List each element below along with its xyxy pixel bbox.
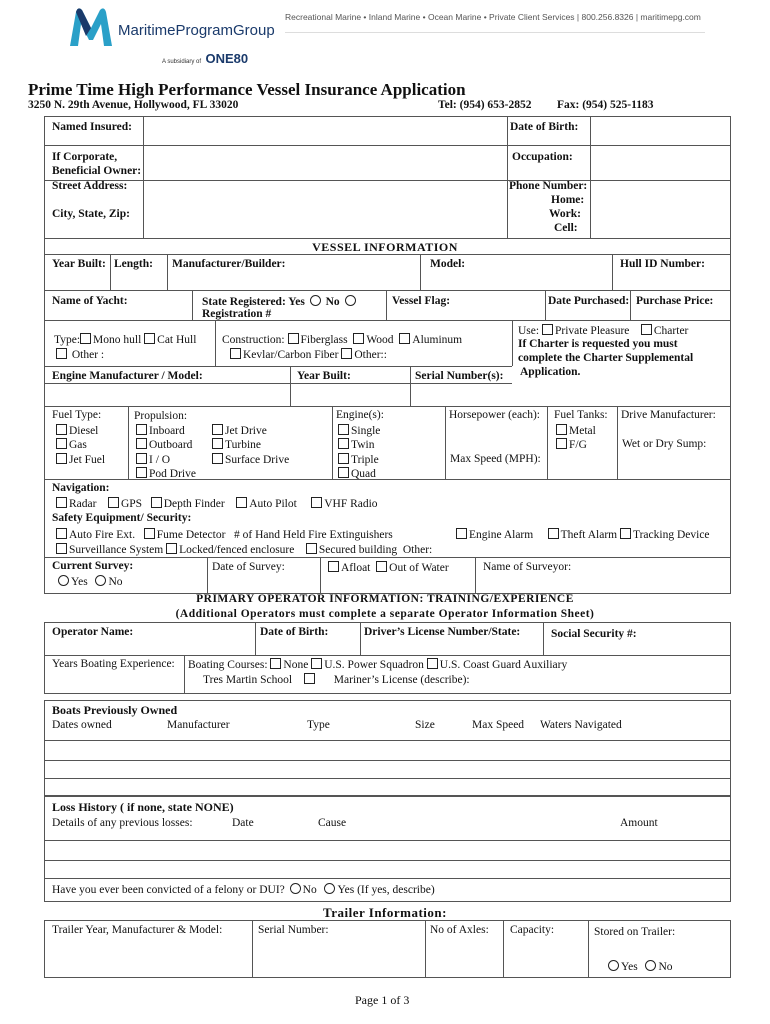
current-survey-label: Current Survey: bbox=[52, 560, 134, 572]
work-label: Work: bbox=[549, 208, 581, 220]
social-security-label: Social Security #: bbox=[551, 628, 637, 640]
dob-field[interactable] bbox=[591, 117, 730, 144]
operator-section-subheading: (Additional Operators must complete a separate Operator Information Sheet) bbox=[175, 608, 595, 620]
radar-checkbox[interactable] bbox=[56, 497, 67, 508]
fuel-type-label: Fuel Type: bbox=[52, 409, 102, 421]
outboard-label: Outboard bbox=[149, 439, 193, 451]
power-squadron-label: U.S. Power Squadron bbox=[324, 659, 424, 671]
auto-fire-label: Auto Fire Ext. bbox=[69, 529, 136, 541]
header-lines: Recreational Marine • Inland Marine • Ocean Marine • Private Client Services | 800.256.8326 | maritimepg.com bbox=[285, 12, 701, 22]
boats-col-type: Type bbox=[307, 719, 330, 731]
io-checkbox[interactable] bbox=[136, 453, 147, 464]
street-address-label: Street Address: bbox=[52, 180, 128, 192]
date-purchased-label: Date Purchased: bbox=[548, 295, 630, 307]
other-construction-checkbox[interactable] bbox=[341, 348, 352, 359]
jet-drive-label: Jet Drive bbox=[225, 425, 267, 437]
purchase-price-label: Purchase Price: bbox=[636, 295, 714, 307]
other-security-label: Other: bbox=[402, 544, 433, 556]
stored-no-label: No bbox=[658, 961, 673, 973]
stored-yes-radio[interactable] bbox=[608, 960, 619, 971]
secured-building-checkbox[interactable] bbox=[306, 543, 317, 554]
radar-label: Radar bbox=[69, 498, 97, 510]
cell-label: Cell: bbox=[554, 222, 578, 234]
registered-no-radio[interactable] bbox=[345, 295, 356, 306]
jet-fuel-label: Jet Fuel bbox=[69, 454, 106, 466]
boats-row-line[interactable] bbox=[44, 740, 731, 741]
engine-year-label: Year Built: bbox=[297, 370, 351, 382]
trailer-serial-label: Serial Number: bbox=[258, 924, 329, 936]
surface-drive-checkbox[interactable] bbox=[212, 453, 223, 464]
charter-note-line3: Application. bbox=[520, 366, 581, 378]
tres-martin-label: Tres Martin School bbox=[203, 674, 293, 686]
year-built-label: Year Built: bbox=[52, 258, 106, 270]
max-speed-label: Max Speed (MPH): bbox=[450, 453, 541, 465]
wet-dry-sump-label: Wet or Dry Sump: bbox=[622, 438, 707, 450]
vessel-flag-label: Vessel Flag: bbox=[392, 295, 451, 307]
kevlar-checkbox[interactable] bbox=[230, 348, 241, 359]
vhf-radio-checkbox[interactable] bbox=[311, 497, 322, 508]
boats-row-line[interactable] bbox=[44, 760, 731, 761]
boats-heading: Boats Previously Owned bbox=[52, 703, 178, 717]
trailer-heading: Trailer Information: bbox=[323, 905, 447, 920]
cat-hull-label: Cat Hull bbox=[157, 334, 197, 346]
brand-name: MaritimeProgramGroup bbox=[118, 22, 275, 39]
auto-pilot-checkbox[interactable] bbox=[236, 497, 247, 508]
trailer-capacity-label: Capacity: bbox=[510, 924, 555, 936]
fume-detector-label: Fume Detector bbox=[156, 529, 226, 541]
survey-no-radio[interactable] bbox=[95, 575, 106, 586]
loss-col-date: Date bbox=[232, 817, 254, 829]
logo bbox=[62, 4, 282, 64]
tracking-device-label: Tracking Device bbox=[632, 529, 710, 541]
operator-section-heading: PRIMARY OPERATOR INFORMATION: TRAINING/EXPERIENCE bbox=[196, 593, 574, 605]
felony-question: Have you ever been convicted of a felony or DUI? bbox=[52, 884, 285, 896]
io-label: I / O bbox=[149, 454, 171, 466]
afloat-label: Afloat bbox=[341, 562, 371, 574]
model-label: Model: bbox=[430, 258, 466, 270]
operator-dob-label: Date of Birth: bbox=[260, 626, 329, 638]
surveillance-label: Surveillance System bbox=[69, 544, 164, 556]
afloat-checkbox[interactable] bbox=[328, 561, 339, 572]
boats-row-line[interactable] bbox=[44, 778, 731, 779]
other-construction-label: Other:: bbox=[354, 349, 387, 361]
registration-label: Registration # bbox=[202, 308, 272, 320]
beneficial-owner-field[interactable] bbox=[144, 146, 506, 179]
aluminum-label: Aluminum bbox=[412, 334, 463, 346]
fg-checkbox[interactable] bbox=[556, 438, 567, 449]
fiberglass-checkbox[interactable] bbox=[288, 333, 299, 344]
cat-hull-checkbox[interactable] bbox=[144, 333, 155, 344]
extinguishers-label: # of Hand Held Fire Extinguishers bbox=[234, 529, 393, 541]
length-label: Length: bbox=[114, 258, 153, 270]
power-squadron-checkbox[interactable] bbox=[311, 658, 322, 669]
engine-alarm-label: Engine Alarm bbox=[469, 529, 534, 541]
theft-alarm-checkbox[interactable] bbox=[548, 528, 559, 539]
single-checkbox[interactable] bbox=[338, 424, 349, 435]
gas-checkbox[interactable] bbox=[56, 438, 67, 449]
felony-yes-label: Yes (If yes, describe) bbox=[337, 884, 435, 896]
felony-no-radio[interactable] bbox=[290, 883, 301, 894]
wood-checkbox[interactable] bbox=[353, 333, 364, 344]
mono-hull-checkbox[interactable] bbox=[80, 333, 91, 344]
coast-guard-checkbox[interactable] bbox=[427, 658, 438, 669]
state-registered-label: State Registered: Yes bbox=[202, 296, 305, 308]
home-label: Home: bbox=[551, 194, 585, 206]
surveyor-label: Name of Surveyor: bbox=[483, 561, 572, 573]
out-of-water-checkbox[interactable] bbox=[376, 561, 387, 572]
fuel-tanks-label: Fuel Tanks: bbox=[554, 409, 608, 421]
other-type-checkbox[interactable] bbox=[56, 348, 67, 359]
occupation-label: Occupation: bbox=[512, 151, 573, 163]
engines-label: Engine(s): bbox=[336, 409, 384, 421]
vhf-radio-label: VHF Radio bbox=[324, 498, 378, 510]
gps-label: GPS bbox=[120, 498, 143, 510]
triple-checkbox[interactable] bbox=[338, 453, 349, 464]
loss-col-amount: Amount bbox=[620, 817, 658, 829]
aluminum-checkbox[interactable] bbox=[399, 333, 410, 344]
yacht-name-label: Name of Yacht: bbox=[52, 295, 128, 307]
metal-checkbox[interactable] bbox=[556, 424, 567, 435]
hull-id-label: Hull ID Number: bbox=[620, 258, 705, 270]
inboard-checkbox[interactable] bbox=[136, 424, 147, 435]
triple-label: Triple bbox=[351, 454, 379, 466]
beneficial-owner-label: Beneficial Owner: bbox=[52, 165, 142, 177]
loss-row-line[interactable] bbox=[44, 840, 731, 841]
address-field[interactable] bbox=[144, 181, 506, 237]
secured-building-label: Secured building bbox=[318, 544, 398, 556]
pod-drive-label: Pod Drive bbox=[149, 468, 196, 480]
boats-col-waters: Waters Navigated bbox=[540, 719, 622, 731]
phone-number-label: Phone Number: bbox=[509, 180, 588, 192]
page-title: Prime Time High Performance Vessel Insurance Application bbox=[28, 80, 466, 99]
boats-col-dates: Dates owned bbox=[52, 719, 112, 731]
pod-drive-checkbox[interactable] bbox=[136, 467, 147, 478]
city-state-zip-label: City, State, Zip: bbox=[52, 208, 130, 220]
operator-name-label: Operator Name: bbox=[52, 626, 134, 638]
jet-drive-checkbox[interactable] bbox=[212, 424, 223, 435]
manufacturer-label: Manufacturer/Builder: bbox=[172, 258, 286, 270]
maritime-logo-icon bbox=[68, 6, 114, 48]
vessel-section-heading: VESSEL INFORMATION bbox=[312, 240, 458, 254]
navigation-label: Navigation: bbox=[52, 482, 110, 494]
loss-heading: Loss History ( if none, state NONE) bbox=[52, 800, 234, 814]
occupation-field[interactable] bbox=[591, 146, 730, 179]
diesel-label: Diesel bbox=[69, 425, 99, 437]
fg-label: F/G bbox=[569, 439, 587, 451]
locked-enclosure-label: Locked/fenced enclosure bbox=[179, 544, 295, 556]
propulsion-label: Propulsion: bbox=[134, 410, 188, 422]
phone-field[interactable] bbox=[591, 181, 730, 237]
loss-col-cause: Cause bbox=[318, 817, 347, 829]
locked-enclosure-checkbox[interactable] bbox=[166, 543, 177, 554]
quad-label: Quad bbox=[351, 468, 376, 480]
fume-detector-checkbox[interactable] bbox=[144, 528, 155, 539]
registered-no-label: No bbox=[325, 296, 340, 308]
page-number: Page 1 of 3 bbox=[355, 993, 410, 1007]
quad-checkbox[interactable] bbox=[338, 467, 349, 478]
surface-drive-label: Surface Drive bbox=[225, 454, 290, 466]
charter-note-line1: If Charter is requested you must bbox=[518, 338, 678, 350]
boats-col-manufacturer: Manufacturer bbox=[167, 719, 230, 731]
mono-hull-label: Mono hull bbox=[93, 334, 142, 346]
surveillance-checkbox[interactable] bbox=[56, 543, 67, 554]
other-type-label: Other : bbox=[71, 349, 105, 361]
stored-on-trailer-label: Stored on Trailer: bbox=[594, 926, 676, 938]
use-label: Use: bbox=[518, 325, 540, 337]
loss-row-line[interactable] bbox=[44, 878, 731, 879]
fiberglass-label: Fiberglass bbox=[300, 334, 348, 346]
gas-label: Gas bbox=[69, 439, 87, 451]
fax: Fax: (954) 525-1183 bbox=[557, 99, 654, 111]
loss-row-line[interactable] bbox=[44, 860, 731, 861]
single-label: Single bbox=[351, 425, 381, 437]
turbine-checkbox[interactable] bbox=[212, 438, 223, 449]
engine-mfr-label: Engine Manufacturer / Model: bbox=[52, 370, 203, 382]
private-pleasure-label: Private Pleasure bbox=[554, 325, 630, 337]
subsidiary-prefix: A subsidiary of bbox=[162, 59, 202, 65]
outboard-checkbox[interactable] bbox=[136, 438, 147, 449]
charter-note-line2: complete the Charter Supplemental bbox=[518, 352, 694, 364]
dob-label: Date of Birth: bbox=[510, 121, 579, 133]
boats-col-max-speed: Max Speed bbox=[472, 719, 525, 731]
metal-label: Metal bbox=[569, 425, 596, 437]
diesel-checkbox[interactable] bbox=[56, 424, 67, 435]
years-experience-label: Years Boating Experience: bbox=[52, 658, 175, 670]
coast-guard-label: U.S. Coast Guard Auxiliary bbox=[439, 659, 568, 671]
registered-yes-radio[interactable] bbox=[310, 295, 321, 306]
course-none-checkbox[interactable] bbox=[270, 658, 281, 669]
wood-label: Wood bbox=[366, 334, 394, 346]
boating-courses-label: Boating Courses: bbox=[188, 659, 268, 671]
mariners-license-label: Mariner’s License (describe): bbox=[333, 674, 470, 686]
auto-pilot-label: Auto Pilot bbox=[249, 498, 297, 510]
horsepower-label: Horsepower (each): bbox=[449, 409, 540, 421]
serial-number-label: Serial Number(s): bbox=[415, 370, 504, 382]
address: 3250 N. 29th Avenue, Hollywood, FL 33020 bbox=[28, 99, 239, 111]
course-none-label: None bbox=[283, 659, 309, 671]
auto-fire-checkbox[interactable] bbox=[56, 528, 67, 539]
survey-yes-radio[interactable] bbox=[58, 575, 69, 586]
named-insured-field[interactable] bbox=[144, 117, 506, 144]
tracking-device-checkbox[interactable] bbox=[620, 528, 631, 539]
loss-col-details: Details of any previous losses: bbox=[52, 817, 193, 829]
charter-label: Charter bbox=[653, 325, 689, 337]
survey-yes-label: Yes bbox=[71, 576, 88, 588]
one80-logo: ONE80 bbox=[205, 51, 249, 66]
date-of-survey-label: Date of Survey: bbox=[212, 561, 285, 573]
private-pleasure-checkbox[interactable] bbox=[542, 324, 553, 335]
jet-fuel-checkbox[interactable] bbox=[56, 453, 67, 464]
depth-finder-label: Depth Finder bbox=[163, 498, 225, 510]
safety-equipment-label: Safety Equipment/ Security: bbox=[52, 512, 192, 524]
inboard-label: Inboard bbox=[149, 425, 185, 437]
named-insured-label: Named Insured: bbox=[52, 121, 132, 133]
drivers-license-label: Driver’s License Number/State: bbox=[364, 626, 521, 638]
charter-checkbox[interactable] bbox=[641, 324, 652, 335]
trailer-year-mfr-label: Trailer Year, Manufacturer & Model: bbox=[52, 924, 223, 936]
stored-no-radio[interactable] bbox=[645, 960, 656, 971]
out-of-water-label: Out of Water bbox=[389, 562, 449, 574]
kevlar-label: Kevlar/Carbon Fiber bbox=[243, 349, 339, 361]
gps-checkbox[interactable] bbox=[108, 497, 119, 508]
theft-alarm-label: Theft Alarm bbox=[560, 529, 618, 541]
type-label: Type: bbox=[54, 334, 81, 346]
construction-label: Construction: bbox=[222, 334, 285, 346]
trailer-axles-label: No of Axles: bbox=[430, 924, 489, 936]
tres-martin-checkbox[interactable] bbox=[304, 673, 315, 684]
turbine-label: Turbine bbox=[225, 439, 261, 451]
if-corporate-label: If Corporate, bbox=[52, 151, 118, 163]
survey-no-label: No bbox=[108, 576, 123, 588]
felony-no-label: No bbox=[302, 884, 317, 896]
telephone: Tel: (954) 653-2852 bbox=[438, 99, 532, 111]
twin-label: Twin bbox=[351, 439, 375, 451]
stored-yes-label: Yes bbox=[621, 961, 638, 973]
boats-col-size: Size bbox=[415, 719, 435, 731]
depth-finder-checkbox[interactable] bbox=[151, 497, 162, 508]
felony-yes-radio[interactable] bbox=[324, 883, 335, 894]
drive-manufacturer-label: Drive Manufacturer: bbox=[621, 409, 716, 421]
engine-alarm-checkbox[interactable] bbox=[456, 528, 467, 539]
twin-checkbox[interactable] bbox=[338, 438, 349, 449]
